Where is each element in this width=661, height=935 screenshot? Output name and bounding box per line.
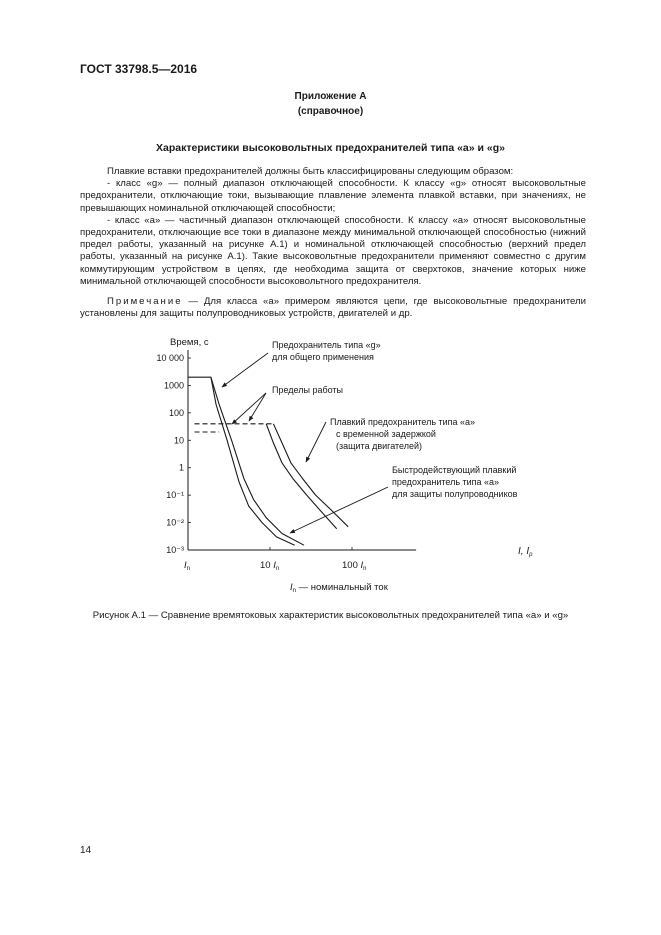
annotation-g-type-1: Предохранитель типа «g» <box>272 340 381 350</box>
y-tick-label: 1000 <box>163 380 184 391</box>
x-tick-label: $I_n$ <box>184 560 190 572</box>
annotation-a-fast-1: Быстродействующий плавкий <box>392 465 517 475</box>
section-heading: Характеристики высоковольтных предохранителей типа «а» и «g» <box>156 142 505 154</box>
series-curve <box>188 377 295 545</box>
y-tick-label: 10 000 <box>156 353 184 363</box>
leader-g-type <box>222 353 268 387</box>
x-tick-label: 10 $I_n$ <box>260 560 280 572</box>
page-number: 14 <box>80 845 92 856</box>
figure <box>140 330 560 605</box>
leader-limit-lower <box>232 393 266 424</box>
y-tick-label: 10⁻² <box>166 517 184 528</box>
time-current-chart <box>140 330 560 600</box>
y-tick-label: 10⁻¹ <box>166 490 184 501</box>
y-tick-label: 1 <box>178 462 184 473</box>
leader-limit-upper <box>249 393 266 421</box>
annotation-a-delay-1: Плавкий предохранитель типа «а» <box>330 417 476 427</box>
annotation-a-fast-2: предохранитель типа «а» <box>392 477 500 487</box>
x-tick-label: 100 $I_n$ <box>342 560 367 572</box>
leader-a-fast <box>290 487 388 533</box>
note-text: Для класса «а» примером являются цепи, где высоковольтные предохранители установлены для защиты полупроводниковых устройств, двигателей и др. <box>80 296 586 320</box>
annotation-a-fast-3: для защиты полупроводников <box>392 489 518 499</box>
y-tick-label: 10 <box>173 435 184 446</box>
annex-subtitle: (справочное) <box>297 106 364 117</box>
document-header: ГОСТ 33798.5—2016 <box>80 62 198 76</box>
figure-caption: Рисунок А.1 — Сравнение времятоковых характеристик высоковольтных предохранителей типа «а» и «g» <box>92 610 569 621</box>
y-tick-label: 100 <box>168 407 184 418</box>
annex-title: Приложение А <box>294 91 367 102</box>
note-dash: — <box>182 296 204 308</box>
note-label: Примечание <box>107 296 183 308</box>
annotation-limits: Пределы работы <box>272 385 344 395</box>
annotation-a-delay-2: с временной задержкой <box>336 429 436 439</box>
y-axis-label: Время, с <box>170 337 209 348</box>
annotation-g-type-2: для общего применения <box>272 352 374 362</box>
paragraph: - класс «а» — частичный диапазон отключающей способности. К классу «а» относят высоковольтные предохранители, отключающие все токи в диапазоне между минимальной отключающей способностью (нижний предел работы, указанный на рисунке А.1) и номинальной отключающей способностью (верхний предел работы, указанный на рисунке А.1). Такие высоковольтные предохранители применяют совместно с другим коммутирующим устройством в цепях, где необходима защита от сверхтоков, значение которых ниже минимальной отключающей способности высоковольтного предохранителя. <box>80 214 586 287</box>
chart-legend: $I_n$ — номинальный ток <box>290 582 388 594</box>
body-text <box>80 166 586 320</box>
note <box>80 296 586 320</box>
y-tick-label: 10⁻³ <box>166 545 184 555</box>
x-axis-label: I, $I_p$ <box>518 546 533 558</box>
paragraph: - класс «g» — полный диапазон отключающей способности. К классу «g» относят высоковольтные предохранители, отключающие токи, вызывающие плавление элемента плавкой вставки, при значениях, не превышающих номинальной отключающей способности; <box>80 178 586 214</box>
annotation-a-delay-3: (защита двигателей) <box>336 441 423 451</box>
paragraph: Плавкие вставки предохранителей должны быть классифицированы следующим образом: <box>107 166 514 177</box>
leader-a-delay <box>306 422 326 462</box>
